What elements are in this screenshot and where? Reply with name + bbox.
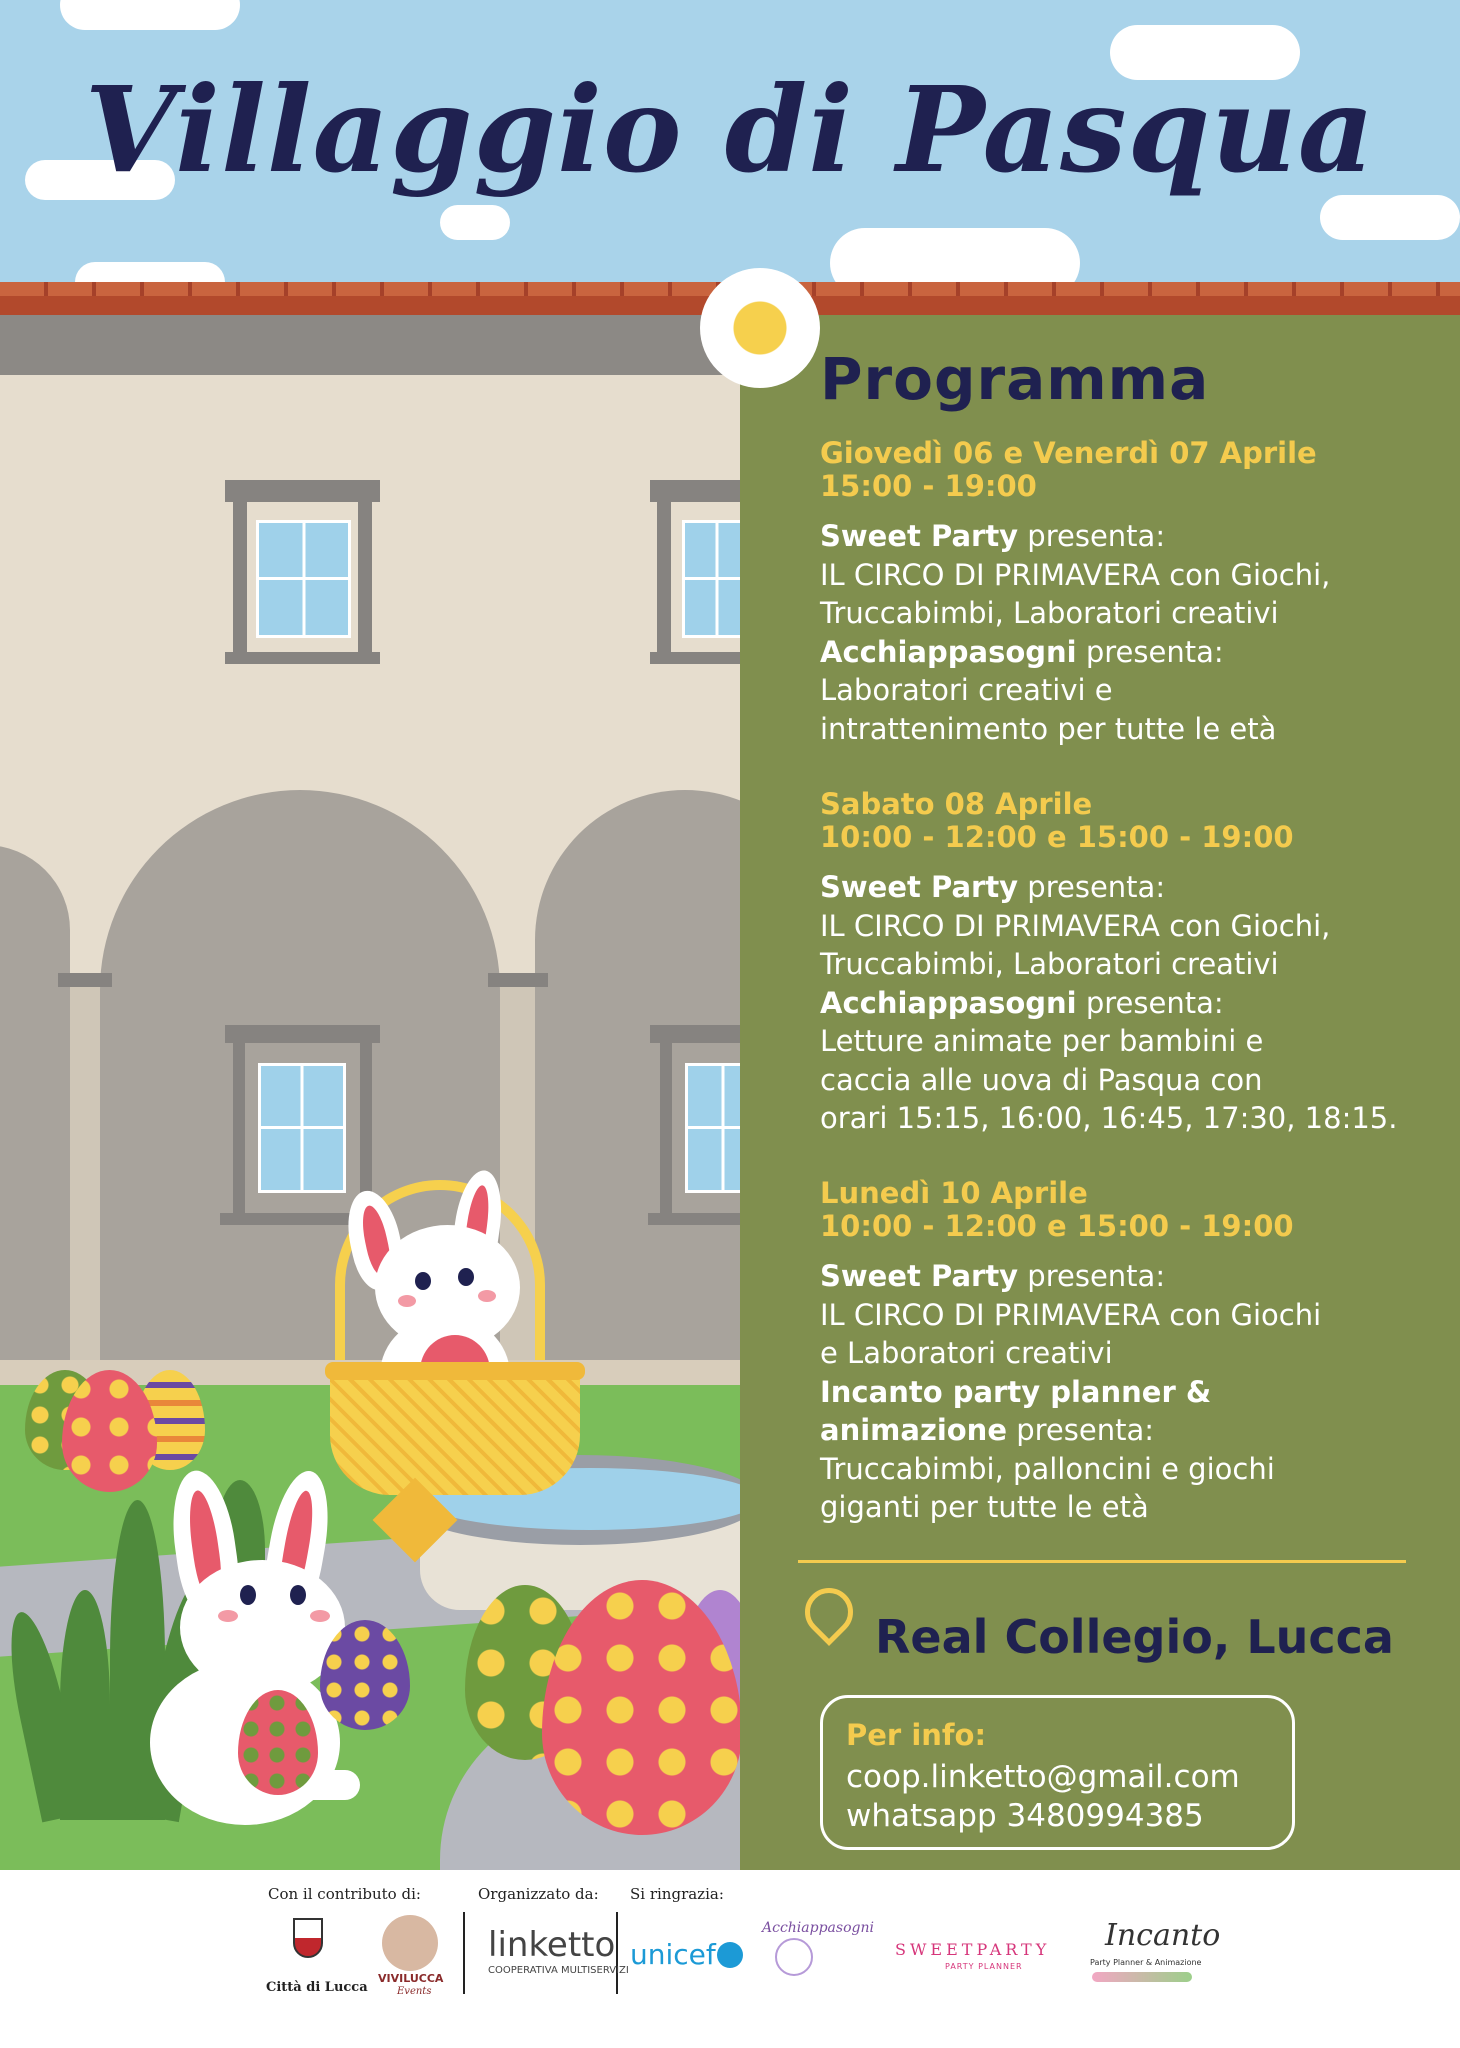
window-frame xyxy=(360,1043,372,1213)
pillar-capital xyxy=(488,973,548,987)
activity-line: Truccabimbi, Laboratori creativi xyxy=(820,596,1279,630)
logo-linketto: linketto xyxy=(488,1925,616,1965)
day-time: 10:00 - 12:00 e 15:00 - 19:00 xyxy=(820,1209,1294,1243)
cloud xyxy=(440,205,510,240)
page-title: Villaggio di Pasqua xyxy=(84,60,1376,199)
activity-line: Sweet Party presenta: xyxy=(820,1259,1166,1293)
daisy-icon xyxy=(700,268,820,388)
activity-line: intrattenimento per tutte le età xyxy=(820,711,1277,746)
bunny-eye xyxy=(458,1268,474,1286)
activity-line: Truccabimbi, Laboratori creativi xyxy=(820,947,1279,981)
logo-sweetparty: SWEETPARTY xyxy=(895,1940,1051,1959)
activity-line: giganti per tutte le età xyxy=(820,1490,1149,1524)
activity-line: Laboratori creativi e xyxy=(820,673,1113,707)
bunny-cheek xyxy=(398,1295,416,1307)
activity-line: e Laboratori creativi xyxy=(820,1336,1113,1370)
program-heading: Programma xyxy=(820,345,1210,413)
bunny-eye xyxy=(290,1585,306,1605)
window-frame xyxy=(233,1043,245,1213)
activity-line: caccia alle uova di Pasqua con xyxy=(820,1062,1263,1097)
activity-line: IL CIRCO DI PRIMAVERA con Giochi xyxy=(820,1297,1322,1332)
arch xyxy=(0,845,70,1405)
plant-leaf xyxy=(60,1590,110,1820)
day-activities xyxy=(820,517,1330,748)
window-frame xyxy=(660,1043,672,1213)
activity-line: IL CIRCO DI PRIMAVERA con Giochi, xyxy=(820,908,1331,943)
location-text: Real Collegio, Lucca xyxy=(875,1610,1394,1664)
logo-acchiappasogni: Acchiappasogni xyxy=(762,1920,874,1936)
logo-sweetparty-sub: PARTY PLANNER xyxy=(945,1962,1023,1971)
organizzato-label: Organizzato da: xyxy=(478,1885,599,1903)
activity-line: Sweet Party presenta: xyxy=(820,519,1166,553)
activity-line: Acchiappasogni presenta: xyxy=(820,985,1224,1020)
window-cornice xyxy=(225,480,380,502)
window-frame xyxy=(358,502,372,652)
day-date: Sabato 08 Aprile xyxy=(820,787,1093,821)
logo-incanto-sub: Party Planner & Animazione xyxy=(1090,1958,1202,1967)
cloud xyxy=(1320,195,1460,240)
basket xyxy=(330,1365,580,1495)
incanto-decoration xyxy=(1092,1972,1192,1982)
window-frame xyxy=(657,502,671,652)
logo-incanto: Incanto xyxy=(1105,1918,1221,1953)
activity-line: Truccabimbi, palloncini e giochi xyxy=(820,1451,1275,1486)
lucca-coat-of-arms-icon xyxy=(293,1918,323,1958)
logo-citta-di-lucca: Città di Lucca xyxy=(266,1980,368,1995)
info-email[interactable]: coop.linketto@gmail.com xyxy=(846,1759,1240,1795)
divider xyxy=(798,1560,1406,1563)
activity-line: animazione presenta: xyxy=(820,1413,1154,1447)
window-frame xyxy=(233,502,247,652)
pillar xyxy=(70,975,100,1405)
window xyxy=(258,1063,346,1193)
info-label: Per info: xyxy=(846,1718,987,1752)
bunny-cheek xyxy=(310,1610,330,1622)
window xyxy=(256,520,351,638)
day-time: 10:00 - 12:00 e 15:00 - 19:00 xyxy=(820,820,1294,854)
day-activities xyxy=(820,868,1397,1138)
day-date: Lunedì 10 Aprile xyxy=(820,1176,1088,1210)
logo-vivilucca: VIVILUCCA xyxy=(378,1972,444,1985)
logo-vivilucca-sub: Events xyxy=(397,1986,432,1997)
day-time: 15:00 - 19:00 xyxy=(820,469,1037,503)
window-sill xyxy=(225,652,380,664)
day-date: Giovedì 06 e Venerdì 07 Aprile xyxy=(820,436,1317,470)
logo-unicef: unicef xyxy=(630,1938,716,1971)
day-activities xyxy=(820,1257,1321,1527)
activity-line: Letture animate per bambini e xyxy=(820,1024,1264,1058)
pillar-capital xyxy=(58,973,112,987)
dreamcatcher-icon xyxy=(775,1938,813,1976)
activity-line: Sweet Party presenta: xyxy=(820,870,1166,904)
bunny-eye xyxy=(240,1585,256,1605)
activity-line: IL CIRCO DI PRIMAVERA con Giochi, xyxy=(820,557,1331,592)
cloud xyxy=(60,0,240,30)
contributo-label: Con il contributo di: xyxy=(268,1885,421,1903)
activity-line: Acchiappasogni presenta: xyxy=(820,634,1224,669)
activity-line: orari 15:15, 16:00, 16:45, 17:30, 18:15. xyxy=(820,1101,1398,1135)
footer-separator xyxy=(616,1912,618,1994)
bunny-eye xyxy=(415,1272,431,1290)
info-phone[interactable]: whatsapp 3480994385 xyxy=(846,1798,1204,1834)
ringrazia-label: Si ringrazia: xyxy=(630,1885,724,1903)
footer-separator xyxy=(463,1912,465,1994)
window-cornice xyxy=(225,1025,380,1043)
logo-linketto-sub: COOPERATIVA MULTISERVIZI xyxy=(488,1965,629,1976)
activity-line: Incanto party planner & xyxy=(820,1374,1212,1409)
vivilucca-logo-icon xyxy=(382,1915,438,1971)
bunny-cheek xyxy=(218,1610,238,1622)
bunny-cheek xyxy=(478,1290,496,1302)
unicef-globe-icon xyxy=(717,1942,743,1968)
basket-rim xyxy=(325,1362,585,1380)
